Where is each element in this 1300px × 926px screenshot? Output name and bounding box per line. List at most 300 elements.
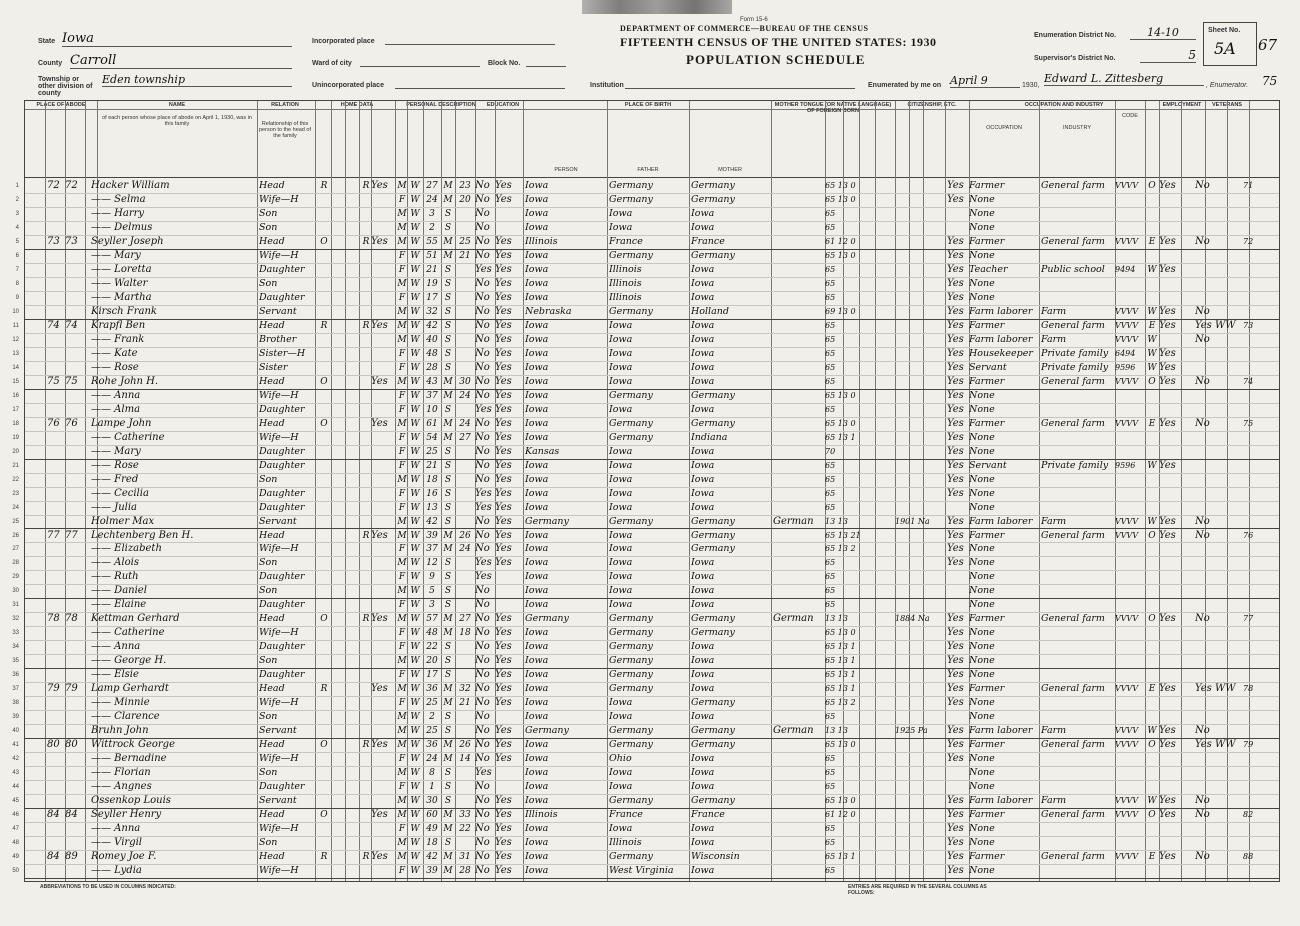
- cell-ln: 2: [15, 196, 19, 203]
- cell-dw: [47, 724, 67, 738]
- cell-sex: F: [398, 544, 406, 555]
- cell-work: Yes: [1159, 795, 1176, 807]
- cell-cls: [1145, 766, 1159, 780]
- cell-work: [1159, 598, 1193, 612]
- cell-cls: W: [1147, 460, 1157, 471]
- cell-code: [1115, 584, 1145, 598]
- cell-code: [1115, 752, 1145, 766]
- cell-cd: 65: [825, 474, 836, 484]
- cell-fbp: Illinois: [609, 837, 642, 849]
- cell-ln: 21: [12, 462, 19, 469]
- county-label: County: [38, 60, 63, 67]
- cell-ms: M: [443, 181, 453, 191]
- cell-cls: [1145, 221, 1159, 235]
- cell-radio: [371, 640, 395, 654]
- cell-fam: [65, 361, 87, 375]
- cell-occ: None: [969, 585, 995, 597]
- cell-mbp: Iowa: [691, 683, 715, 695]
- cell-bp: Iowa: [525, 557, 549, 569]
- cell-rel: Servant: [259, 305, 297, 317]
- table-row: [12, 389, 1279, 403]
- cell-bp: Iowa: [525, 473, 549, 485]
- cell-bp: Germany: [525, 515, 569, 527]
- cell-mbp: Germany: [691, 249, 735, 261]
- cell-ind: [1041, 193, 1115, 207]
- cell-tenure: R: [320, 320, 328, 331]
- cell-fbp: Germany: [609, 613, 653, 625]
- cell-race: W: [410, 181, 420, 191]
- cell-sex: M: [397, 418, 407, 429]
- cell-radio: Yes: [371, 529, 388, 541]
- cell-ind: [1041, 207, 1115, 221]
- cell-read: Yes: [495, 445, 512, 457]
- cell-radio: [371, 347, 395, 361]
- cell-ms: M: [443, 250, 453, 261]
- cell-cls: W: [1147, 264, 1157, 275]
- cell-bp: Iowa: [525, 375, 549, 387]
- cell-age: 2: [429, 712, 435, 723]
- table-row: [12, 347, 1279, 361]
- cell-ms: S: [444, 586, 452, 597]
- table-row: [12, 864, 1279, 878]
- cell-name: —— Daniel: [91, 585, 147, 597]
- cell-race: W: [410, 488, 420, 499]
- cell-sch: No: [475, 473, 490, 485]
- cell-ln: 33: [12, 630, 19, 637]
- cell-tenure: [317, 640, 331, 654]
- cell-read: Yes: [495, 501, 512, 513]
- cell-vet: [1195, 570, 1241, 584]
- father-birth-header: FATHER: [637, 167, 659, 173]
- cell-occ: Farmer: [969, 851, 1005, 863]
- cell-age: 36: [426, 740, 438, 751]
- cell-tenure: [317, 193, 331, 207]
- cell-farm: R: [362, 614, 370, 625]
- cell-mbp: Iowa: [691, 403, 715, 415]
- cell-sex: M: [397, 796, 407, 807]
- cell-sch: No: [475, 781, 490, 793]
- cell-cit: [895, 235, 945, 249]
- cell-mbp: Iowa: [691, 375, 715, 387]
- cell-tongue: [773, 598, 825, 612]
- cell-dw: [47, 473, 67, 487]
- cell-radio: [371, 780, 395, 794]
- cell-read: [495, 766, 521, 780]
- cell-dw: 80: [47, 739, 60, 751]
- cell-work: [1159, 291, 1193, 305]
- cell-cit: [895, 347, 945, 361]
- cell-cls: E: [1148, 236, 1156, 247]
- cell-cit: [895, 487, 945, 501]
- sheet-value: 5A: [1214, 39, 1236, 58]
- cell-bp: Iowa: [525, 865, 549, 877]
- cell-rel: Daughter: [259, 781, 305, 793]
- cell-fbp: Iowa: [609, 375, 633, 387]
- cell-fam: 80: [65, 739, 78, 751]
- cell-bp: Iowa: [525, 319, 549, 331]
- cell-code: [1115, 207, 1145, 221]
- cell-farmno: 78: [1243, 684, 1254, 694]
- cell-ln: 6: [15, 252, 19, 259]
- cell-sex: F: [398, 250, 406, 261]
- cell-fam: [65, 584, 87, 598]
- cell-cd: 65 13 2: [825, 698, 856, 708]
- cell-race: W: [410, 404, 420, 415]
- cell-rel: Daughter: [259, 291, 305, 303]
- cell-fam: [65, 263, 87, 277]
- cell-cls: [1145, 207, 1159, 221]
- cell-work: [1159, 780, 1193, 794]
- cell-sch: No: [475, 697, 490, 709]
- cell-rel: Head: [259, 851, 285, 863]
- cell-cit: [895, 654, 945, 668]
- cell-sex: F: [398, 600, 406, 611]
- cell-cit: [895, 459, 945, 473]
- cell-fam: 73: [65, 235, 78, 247]
- cell-fbp: Iowa: [609, 823, 633, 835]
- enumerator-signature: Edward L. Zittesberg: [1044, 72, 1204, 86]
- cell-ln: 22: [12, 476, 19, 483]
- cell-fbp: West Virginia: [609, 865, 674, 877]
- cell-radio: [371, 556, 395, 570]
- cell-vet: Yes WW: [1195, 319, 1236, 331]
- cell-work: [1159, 584, 1193, 598]
- cell-age: 39: [426, 530, 438, 541]
- cell-eng: Yes: [947, 305, 964, 317]
- cell-mbp: Germany: [691, 697, 735, 709]
- cell-cd: 65: [825, 222, 836, 232]
- cell-sch: No: [475, 683, 490, 695]
- census-table: [12, 100, 1280, 882]
- cell-agm: [455, 654, 475, 668]
- group-education: EDUCATION: [486, 102, 520, 108]
- cell-ln: 24: [12, 504, 19, 511]
- cell-ms: S: [444, 446, 452, 457]
- cell-dw: [47, 864, 67, 878]
- cell-tongue: [773, 347, 825, 361]
- table-row: [15, 179, 1279, 193]
- cell-bp: Iowa: [525, 291, 549, 303]
- cell-cls: E: [1148, 320, 1156, 331]
- cell-mbp: Iowa: [691, 207, 715, 219]
- cell-rel: Sister—H: [259, 347, 306, 359]
- cell-dw: [47, 710, 67, 724]
- cell-tenure: [317, 529, 331, 543]
- cell-cd: 65: [825, 586, 836, 596]
- cell-vet: No: [1195, 613, 1210, 625]
- abbreviations-title: ABBREVIATIONS TO BE USED IN COLUMNS INDICATED:: [40, 884, 176, 890]
- table-row: [12, 598, 1279, 612]
- cell-agm: 23: [459, 181, 471, 191]
- cell-vet: [1195, 347, 1241, 361]
- cell-farmno: 82: [1243, 810, 1254, 820]
- cell-vet: [1195, 864, 1241, 878]
- cell-dw: [47, 822, 67, 836]
- cell-radio: [371, 445, 395, 459]
- cell-work: [1159, 668, 1193, 682]
- cell-race: W: [410, 712, 420, 723]
- cell-bp: Iowa: [525, 487, 549, 499]
- cell-vet: No: [1195, 180, 1210, 191]
- cell-work: Yes: [1159, 417, 1176, 429]
- cell-farm: R: [362, 740, 370, 751]
- cell-sex: F: [398, 670, 406, 681]
- cell-dw: [47, 431, 67, 445]
- cell-tenure: O: [320, 418, 328, 429]
- cell-dw: 77: [47, 529, 60, 541]
- cell-read: Yes: [495, 557, 512, 569]
- cell-occ: None: [969, 249, 995, 261]
- cell-cd: 65: [825, 208, 836, 218]
- cell-dw: 79: [47, 683, 60, 695]
- cell-rel: Wife—H: [259, 543, 299, 555]
- group-relation: RELATION: [271, 102, 299, 108]
- cell-dw: [47, 836, 67, 850]
- cell-work: Yes: [1159, 235, 1176, 247]
- cell-tongue: German: [773, 725, 814, 737]
- cell-bp: Iowa: [525, 795, 549, 807]
- cell-read: Yes: [495, 543, 512, 555]
- cell-rel: Daughter: [259, 501, 305, 513]
- cell-mbp: Indiana: [691, 431, 728, 443]
- cell-cd: 65: [825, 600, 836, 610]
- cell-code: [1115, 598, 1145, 612]
- cell-occ: None: [969, 641, 995, 653]
- cell-fam: [65, 780, 87, 794]
- cell-ln: 38: [12, 700, 19, 707]
- cell-tongue: [773, 556, 825, 570]
- cell-fbp: Iowa: [609, 543, 633, 555]
- cell-ln: 43: [12, 770, 19, 777]
- cell-agm: 24: [459, 544, 471, 555]
- cell-ln: 42: [12, 756, 19, 763]
- cell-rel: Head: [259, 809, 285, 821]
- cell-occ: Farmer: [969, 375, 1005, 387]
- cell-code: [1115, 403, 1145, 417]
- cell-tenure: [317, 668, 331, 682]
- cell-sex: F: [398, 264, 406, 275]
- cell-cd: 65: [825, 348, 836, 358]
- cell-farmno: [1243, 389, 1279, 403]
- cell-agm: 21: [459, 698, 471, 709]
- cell-work: [1159, 640, 1193, 654]
- cell-fam: [65, 696, 87, 710]
- cell-cit: [895, 207, 945, 221]
- cell-cit: [895, 766, 945, 780]
- cell-mbp: Germany: [691, 627, 735, 639]
- group-divider: [25, 109, 1279, 110]
- cell-mbp: Germany: [691, 389, 735, 401]
- cell-ln: 28: [12, 560, 19, 567]
- cell-agm: 27: [459, 614, 471, 625]
- cell-sch: No: [475, 599, 490, 611]
- cell-sex: F: [398, 502, 406, 513]
- cell-tenure: [317, 249, 331, 263]
- cell-sch: No: [475, 669, 490, 681]
- cell-farmno: [1243, 570, 1279, 584]
- cell-agm: 26: [459, 530, 471, 541]
- cell-bp: Iowa: [525, 529, 549, 541]
- cell-fbp: Iowa: [609, 557, 633, 569]
- cell-fbp: Iowa: [609, 207, 633, 219]
- cell-age: 49: [426, 824, 438, 835]
- cell-name: —— Alois: [91, 557, 139, 569]
- cell-ln: 11: [12, 322, 19, 329]
- cell-name: —— Mary: [91, 249, 141, 261]
- cell-radio: [371, 626, 395, 640]
- cell-code: VVVV: [1115, 320, 1139, 330]
- cell-radio: Yes: [371, 851, 388, 863]
- cell-ind: Private family: [1041, 347, 1109, 359]
- cell-name: —— Catherine: [91, 627, 165, 639]
- cell-work: [1159, 403, 1193, 417]
- cell-ms: M: [443, 824, 453, 835]
- cell-cd: 65: [825, 404, 836, 414]
- cell-occ: Farmer: [969, 235, 1005, 247]
- cell-occ: Farm laborer: [969, 333, 1033, 345]
- cell-race: W: [410, 558, 420, 569]
- cell-fbp: Iowa: [609, 599, 633, 611]
- cell-rel: Daughter: [259, 263, 305, 275]
- cell-rel: Daughter: [259, 669, 305, 681]
- cell-read: Yes: [495, 739, 512, 751]
- cell-sch: No: [475, 529, 490, 541]
- cell-sch: No: [475, 319, 490, 331]
- cell-occ: None: [969, 403, 995, 415]
- cell-sch: No: [475, 333, 490, 345]
- cell-ms: S: [444, 460, 452, 471]
- cell-age: 3: [429, 208, 435, 219]
- cell-tongue: [773, 850, 825, 864]
- cell-ms: M: [443, 628, 453, 639]
- group-citizenship: CITIZENSHIP, ETC.: [907, 102, 957, 108]
- cell-ind: [1041, 501, 1115, 515]
- cell-bp: Iowa: [525, 180, 549, 191]
- cell-ms: M: [443, 810, 453, 821]
- cell-sex: M: [397, 656, 407, 667]
- cell-ind: [1041, 487, 1115, 501]
- cell-tenure: [317, 221, 331, 235]
- cell-fbp: Iowa: [609, 781, 633, 793]
- cell-ln: 8: [15, 280, 19, 287]
- cell-race: W: [410, 810, 420, 821]
- cell-code: 9596: [1115, 362, 1136, 372]
- cell-age: 25: [426, 446, 438, 457]
- cell-age: 42: [426, 516, 438, 527]
- table-row: [12, 403, 1279, 417]
- cell-code: VVVV: [1115, 376, 1139, 386]
- cell-radio: [371, 333, 395, 347]
- cell-sex: M: [397, 852, 407, 863]
- cell-ms: M: [443, 754, 453, 765]
- cell-bp: Iowa: [525, 655, 549, 667]
- cell-age: 37: [426, 390, 438, 401]
- cell-agm: [455, 515, 475, 529]
- cell-cls: O: [1148, 740, 1156, 751]
- cell-sex: M: [397, 222, 407, 233]
- cell-read: Yes: [495, 795, 512, 807]
- cell-bp: Iowa: [525, 193, 549, 205]
- cell-tenure: O: [320, 810, 328, 821]
- cell-eng: Yes: [947, 627, 964, 639]
- table-row: [12, 822, 1279, 836]
- cell-name: Seyller Henry: [91, 809, 162, 821]
- cell-age: 27: [426, 181, 438, 191]
- cell-ms: M: [443, 684, 453, 695]
- cell-read: Yes: [495, 515, 512, 527]
- cell-dw: 75: [47, 375, 60, 387]
- cell-ms: S: [444, 264, 452, 275]
- cell-work: [1159, 207, 1193, 221]
- cell-eng: Yes: [947, 459, 964, 471]
- cell-mbp: Iowa: [691, 277, 715, 289]
- cell-work: Yes: [1159, 683, 1176, 695]
- cell-work: Yes: [1159, 515, 1176, 527]
- cell-dw: 84: [47, 851, 60, 863]
- cell-sch: No: [475, 193, 490, 205]
- industry-header: INDUSTRY: [1062, 125, 1091, 131]
- relation-column-header: Relationship of this person to the head of the family: [259, 121, 311, 139]
- cell-rel: Servant: [259, 515, 297, 527]
- cell-vet: [1195, 780, 1241, 794]
- cell-fbp: Iowa: [609, 221, 633, 233]
- cell-sex: M: [397, 768, 407, 779]
- cell-read: Yes: [495, 333, 512, 345]
- cell-sex: M: [397, 712, 407, 723]
- cell-age: 17: [426, 292, 438, 303]
- cell-fam: [65, 654, 87, 668]
- cell-age: 21: [426, 460, 438, 471]
- cell-farmno: [1243, 752, 1279, 766]
- cell-name: —— Elsie: [91, 669, 139, 681]
- enumerated-label: Enumerated by me on: [868, 82, 942, 89]
- cell-occ: Teacher: [969, 263, 1008, 275]
- cell-code: VVVV: [1115, 181, 1139, 190]
- cell-agm: 22: [459, 824, 471, 835]
- table-row: [12, 515, 1279, 529]
- enumerated-date: April 9: [950, 74, 1020, 88]
- cell-race: W: [410, 278, 420, 289]
- cell-tongue: [773, 640, 825, 654]
- cell-agm: [455, 221, 475, 235]
- table-row: [12, 473, 1279, 487]
- cell-work: Yes: [1159, 739, 1176, 751]
- cell-work: Yes: [1159, 361, 1176, 373]
- cell-fam: [65, 766, 87, 780]
- cell-cd: 65: [825, 838, 836, 848]
- cell-age: 37: [426, 544, 438, 555]
- cell-cd: 65: [825, 782, 836, 792]
- cell-mbp: Iowa: [691, 711, 715, 723]
- cell-rel: Sister: [259, 361, 288, 373]
- cell-code: [1115, 556, 1145, 570]
- cell-rel: Wife—H: [259, 865, 299, 877]
- cell-mbp: Germany: [691, 795, 735, 807]
- cell-ms: S: [444, 404, 452, 415]
- cell-tenure: O: [320, 236, 328, 247]
- cell-age: 10: [426, 404, 438, 415]
- cell-tenure: [317, 598, 331, 612]
- cell-cit: 1925 Pa: [895, 726, 928, 736]
- cell-age: 21: [426, 264, 438, 275]
- cell-ind: General farm: [1041, 613, 1105, 625]
- cell-tongue: [773, 319, 825, 333]
- cell-occ: Servant: [969, 459, 1007, 471]
- cell-cls: [1145, 389, 1159, 403]
- cell-race: W: [410, 334, 420, 345]
- cell-ind: General farm: [1041, 417, 1105, 429]
- row-line: [25, 878, 1279, 879]
